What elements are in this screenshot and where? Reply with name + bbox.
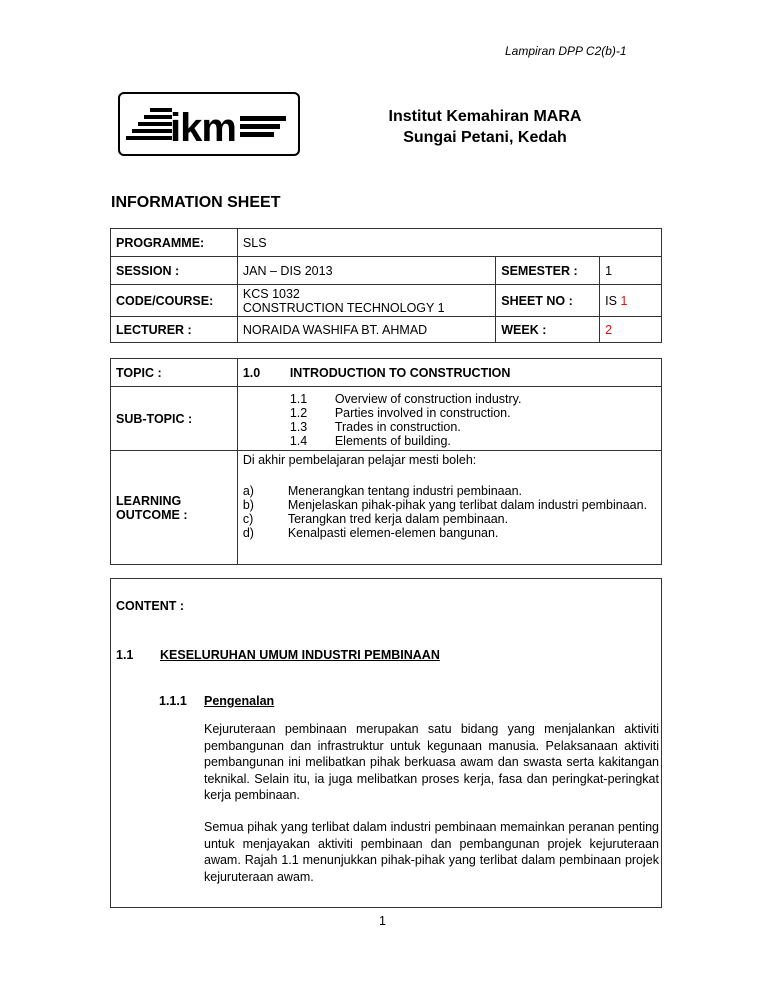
course-value: [237, 285, 495, 317]
learning-outcome-label-line-1: LEARNING: [116, 493, 182, 508]
subtopic-text: Parties involved in construction.: [334, 405, 511, 420]
ikm-logo-icon: [120, 94, 298, 154]
subtopic-number: 1.1: [289, 391, 308, 406]
subtopic-number: 1.2: [289, 405, 308, 420]
subtopic-number: 1.4: [289, 433, 308, 448]
topic-number: 1.0: [242, 365, 261, 380]
learning-outcome-item: [243, 526, 656, 540]
session-label: SESSION :: [111, 257, 238, 285]
outcome-text: Terangkan tred kerja dalam pembinaan.: [287, 512, 509, 526]
subtopic-text: Trades in construction.: [334, 419, 461, 434]
logo-text: ikm: [170, 106, 236, 150]
content-label: CONTENT :: [116, 599, 185, 613]
institute-name: [340, 106, 630, 148]
topic-table: [110, 358, 662, 565]
topic-title: INTRODUCTION TO CONSTRUCTION: [289, 365, 511, 380]
outcome-key: a): [242, 484, 254, 498]
week-value: 2: [600, 317, 662, 343]
document-reference: Lampiran DPP C2(b)-1: [505, 44, 627, 58]
subtopic-item: [243, 420, 656, 434]
sheet-no-prefix: IS: [605, 293, 617, 308]
course-name: CONSTRUCTION TECHNOLOGY 1: [242, 300, 445, 315]
outcome-text: Menjelaskan pihak-pihak yang terlibat dalam industri pembinaan.: [287, 498, 648, 512]
subtopic-item: [243, 392, 656, 406]
sheet-no-value: [600, 285, 662, 317]
session-value: JAN – DIS 2013: [237, 257, 495, 285]
subtopic-number: 1.3: [289, 419, 308, 434]
sheet-no-number: 1: [620, 293, 628, 308]
week-label: WEEK :: [496, 317, 600, 343]
learning-outcome-intro: Di akhir pembelajaran pelajar mesti boleh:: [242, 453, 477, 467]
course-code: KCS 1032: [242, 286, 300, 301]
outcome-text: Menerangkan tentang industri pembinaan.: [287, 484, 523, 498]
institute-line-2: Sungai Petani, Kedah: [403, 129, 567, 146]
learning-outcome-label-line-2: OUTCOME :: [116, 507, 188, 522]
learning-outcome-item: [243, 512, 656, 526]
programme-label: PROGRAMME:: [111, 229, 238, 257]
section-title: KESELURUHAN UMUM INDUSTRI PEMBINAAN: [160, 648, 440, 662]
paragraph-1: Kejuruteraan pembinaan merupakan satu bidang yang menjalankan aktiviti pembangunan dan infrastruktur untuk kegunaan manusia. Pelaksanaan aktiviti pembangunan ini melibatkan pihak berkuasa awam dan swasta serta kakitangan teknikal. Selain itu, ia juga melibatkan proses kerja, fasa dan peringkat-peringkat kerja pembinaan.: [204, 722, 659, 802]
lecturer-value: NORAIDA WASHIFA BT. AHMAD: [237, 317, 495, 343]
content-box: [110, 578, 662, 908]
topic-label: TOPIC :: [111, 359, 238, 387]
subtopic-item: [243, 434, 656, 448]
subtopic-label: SUB-TOPIC :: [111, 387, 238, 451]
subsection-title: Pengenalan: [204, 694, 275, 708]
subtopic-item: [243, 406, 656, 420]
info-table: [110, 228, 662, 343]
learning-outcome-label: [111, 451, 238, 565]
topic-value: [237, 359, 661, 387]
page-number: 1: [379, 914, 386, 928]
lecturer-label: LECTURER :: [111, 317, 238, 343]
course-label: CODE/COURSE:: [111, 285, 238, 317]
outcome-key: b): [242, 498, 254, 512]
learning-outcome-item: [243, 498, 656, 512]
sheet-title: INFORMATION SHEET: [111, 194, 281, 211]
semester-value: 1: [600, 257, 662, 285]
semester-label: SEMESTER :: [496, 257, 600, 285]
subtopic-list: [237, 387, 661, 451]
outcome-key: d): [242, 526, 254, 540]
programme-value: SLS: [237, 229, 661, 257]
institute-line-1: Institut Kemahiran MARA: [388, 108, 582, 125]
subtopic-text: Elements of building.: [334, 433, 451, 448]
paragraph-2: Semua pihak yang terlibat dalam industri pembinaan memainkan peranan penting untuk menjayakan aktiviti pembinaan dan pembangunan projek kejuruteraan awam. Rajah 1.1 menunjukkan pihak-pihak yang terlibat dalam pembinaan projek kejuruteraan awam.: [204, 820, 659, 884]
outcome-text: Kenalpasti elemen-elemen bangunan.: [287, 526, 499, 540]
outcome-key: c): [242, 512, 254, 526]
subsection-number: 1.1.1: [159, 694, 187, 708]
learning-outcome-item: [243, 484, 656, 498]
section-number: 1.1: [116, 648, 134, 662]
sheet-no-label: SHEET NO :: [496, 285, 600, 317]
ikm-logo: [118, 92, 300, 156]
learning-outcome-list: [237, 451, 661, 565]
subtopic-text: Overview of construction industry.: [334, 391, 522, 406]
